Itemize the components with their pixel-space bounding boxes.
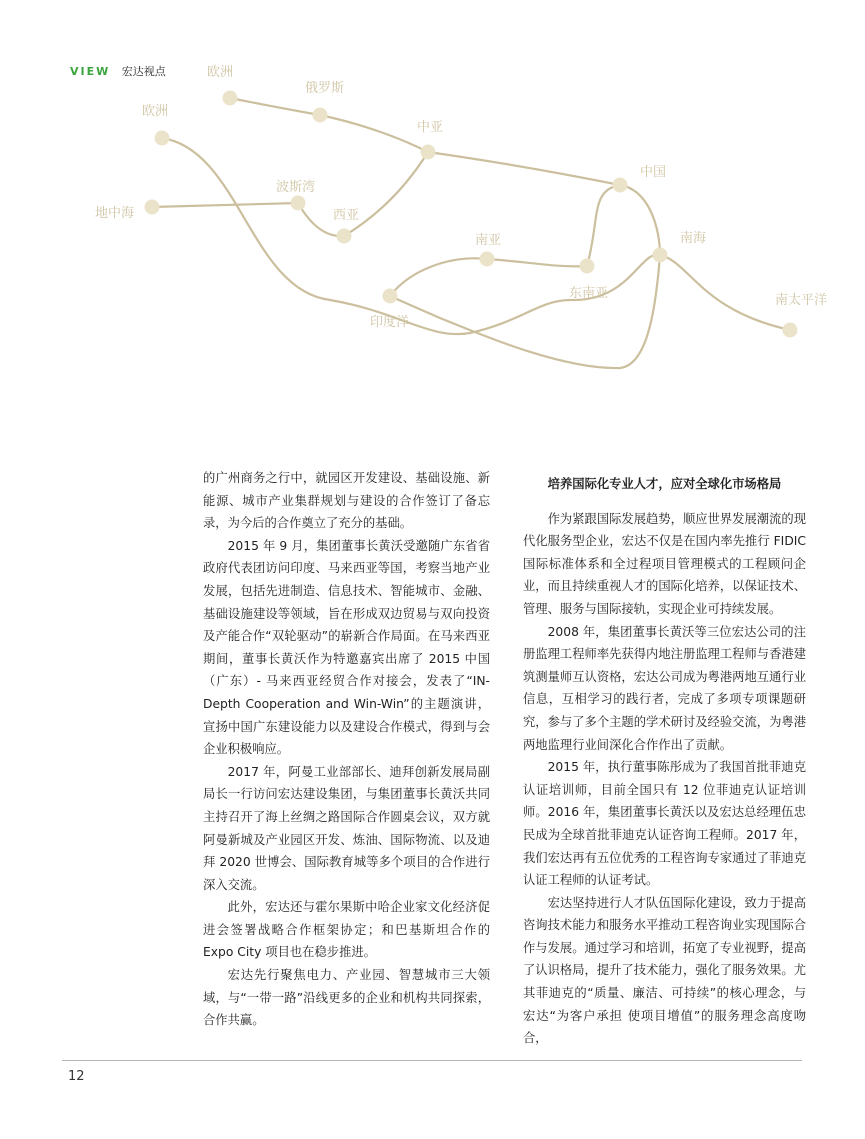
paragraph: 2015 年 9 月，集团董事长黄沃受邀随广东省省政府代表团访问印度、马来西亚等国，考察当地产业发展，包括先进制造、信息技术、智能城市、金融、基础设施建设等领域，旨在形成双边贸易与双向投资及产能合作“双轮驱动”的崭新合作局面。在马来西亚期间，董事长黄沃作为特邀嘉宾出席了 2015 中国（广东）- 马来西亚经贸合作对接会，发表了“IN-Depth Cooperation and Win-Win”的主题演讲，宣扬中国广东建设能力以及建设合作模式，得到与会企业积极响应。 <box>203 538 490 757</box>
label-central-asia: 中亚 <box>417 120 444 135</box>
label-europe-left: 欧洲 <box>142 104 169 119</box>
dot-south-china-sea <box>653 248 668 263</box>
footer-divider <box>62 1060 802 1061</box>
dot-southeast-asia <box>580 259 595 274</box>
label-russia: 俄罗斯 <box>305 81 345 96</box>
paragraph: 的广州商务之行中，就园区开发建设、基础设施、新能源、城市产业集群规划与建设的合作签订了备忘录，为今后的合作奠立了充分的基础。 <box>203 471 490 531</box>
label-persian-gulf: 波斯湾 <box>276 180 316 195</box>
paragraph: 此外，宏达还与霍尔果斯中哈企业家文化经济促进会签署战略合作框架协定；和巴基斯坦合作的 Expo City 项目也在稳步推进。 <box>203 900 490 960</box>
label-south-china-sea: 南海 <box>680 231 707 246</box>
label-south-pacific: 南太平洋 <box>775 293 828 308</box>
dot-mediterranean <box>145 200 160 215</box>
dot-south-asia <box>480 252 495 267</box>
label-west-asia: 西亚 <box>333 208 360 223</box>
route-labels <box>95 65 827 330</box>
dot-indian-ocean <box>383 289 398 304</box>
label-mediterranean: 地中海 <box>95 206 135 221</box>
dot-west-asia <box>337 229 352 244</box>
dot-persian-gulf <box>291 196 306 211</box>
paragraph: 宏达坚持进行人才队伍国际化建设，致力于提高咨询技术能力和服务水平推动工程咨询业实现国际合作与发展。通过学习和培训，拓宽了专业视野，提高了认识格局，提升了技术能力，强化了服务效果。尤其菲迪克的“质量、廉洁、可持续”的核心理念，与宏达“为客户承担 使项目增值”的服务理念高度吻合， <box>523 895 806 1046</box>
dot-south-pacific <box>783 323 798 338</box>
paragraph: 2015 年，执行董事陈彤成为了我国首批菲迪克认证培训师，目前全国只有 12 位菲迪克认证培训师。2016 年，集团董事长黄沃以及宏达总经理伍忠民成为全球首批菲迪克认证咨询工程师。2017 年，我们宏达再有五位优秀的工程咨询专家通过了菲迪克认证工程师的认证考试。 <box>523 760 806 888</box>
article-column-right <box>523 473 806 1050</box>
paragraph: 2008 年，集团董事长黄沃等三位宏达公司的注册监理工程师率先获得内地注册监理工程师与香港建筑测量师互认资格，宏达公司成为粤港两地互通行业信息，互相学习的践行者，完成了多项专项课题研究，参与了多个主题的学术研讨及经验交流，为粤港两地监理行业间深化合作作出了贡献。 <box>523 624 806 752</box>
section-tag: VIEW <box>70 65 111 78</box>
paragraph: 作为紧跟国际发展趋势，顺应世界发展潮流的现代化服务型企业，宏达不仅是在国内率先推行 FIDIC 国际标准体系和全过程项目管理模式的工程顾问企业，而且持续重视人才的国际化培养，以保证技术、管理、服务与国际接轨，实现企业可持续发展。 <box>523 511 806 616</box>
paragraph: 2017 年，阿曼工业部部长、迪拜创新发展局副局长一行访问宏达建设集团，与集团董事长黄沃共同主持召开了海上丝绸之路国际合作圆桌会议，双方就阿曼新城及产业园区开发、炼油、国际物流、以及迪拜 2020 世博会、国际教育城等多个项目的合作进行深入交流。 <box>203 764 490 892</box>
paragraph: 宏达先行聚焦电力、产业园、智慧城市三大领域，与“一带一路”沿线更多的企业和机构共同探索，合作共赢。 <box>203 968 490 1028</box>
article-column-left <box>203 467 490 1032</box>
dot-russia <box>313 108 328 123</box>
route-maritime-asia <box>390 185 660 368</box>
label-china: 中国 <box>640 165 667 180</box>
label-south-asia: 南亚 <box>475 233 502 248</box>
label-southeast-asia: 东南亚 <box>569 286 609 301</box>
section-heading: 培养国际化专业人才，应对全球化市场格局 <box>547 477 782 491</box>
dot-china <box>613 178 628 193</box>
label-indian-ocean: 印度洋 <box>370 315 410 330</box>
route-land-north <box>230 98 620 185</box>
silk-road-route-map <box>0 0 865 430</box>
dot-europe-left <box>155 131 170 146</box>
section-title: 宏达视点 <box>121 65 166 78</box>
dot-central-asia <box>421 145 436 160</box>
label-europe-top: 欧洲 <box>207 65 234 80</box>
page-number: 12 <box>68 1069 85 1084</box>
dot-europe-top <box>223 91 238 106</box>
